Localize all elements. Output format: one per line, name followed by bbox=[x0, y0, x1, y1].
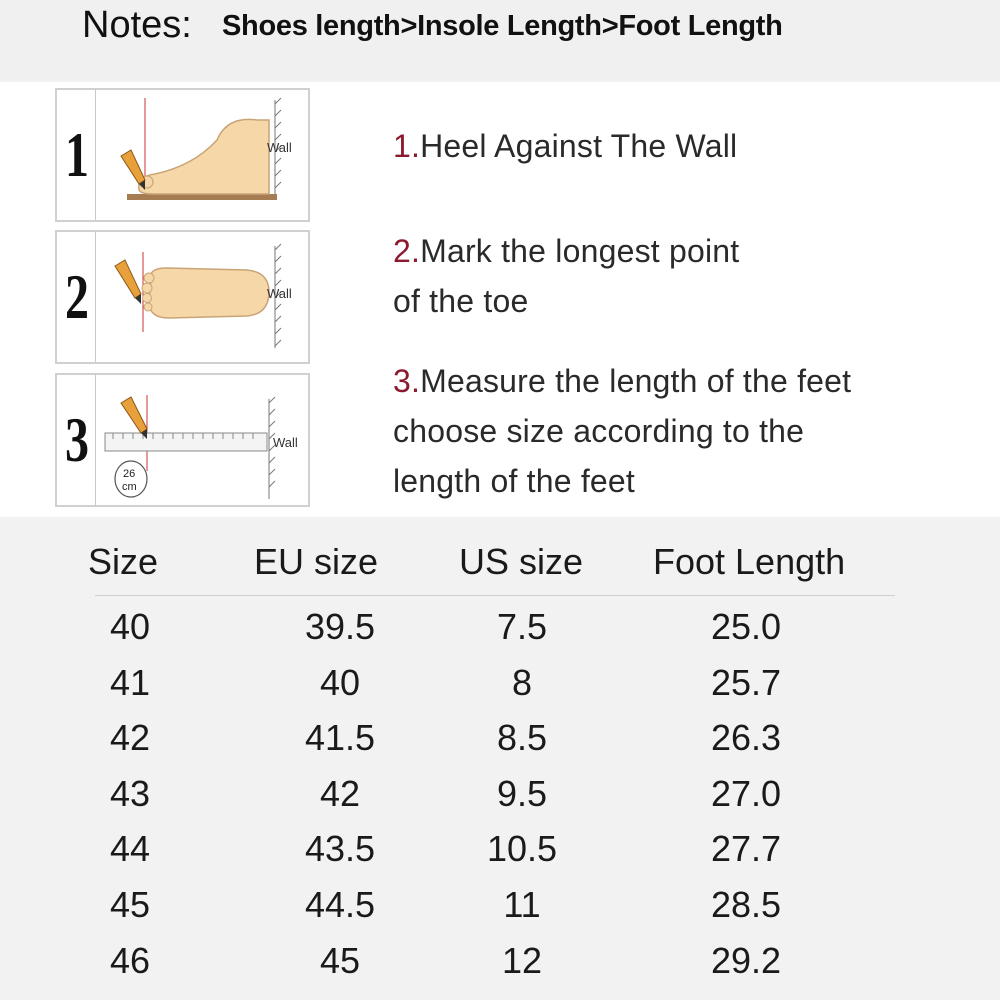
size-cell: 45 bbox=[109, 884, 151, 925]
size-cell: 43 bbox=[109, 772, 151, 814]
wall-label: Wall bbox=[267, 140, 292, 155]
step-3-illustration bbox=[55, 373, 310, 507]
foot-length-cell: 28.5 bbox=[710, 884, 782, 925]
foot-length-cell: 29.2 bbox=[710, 939, 782, 981]
size-cell: 41 bbox=[109, 661, 151, 703]
size-chart bbox=[0, 519, 1000, 1000]
header-foot-length: Foot Length bbox=[653, 541, 846, 582]
panel-divider bbox=[95, 375, 96, 505]
wall-label: Wall bbox=[267, 286, 292, 301]
us-size-cell: 7.5 bbox=[496, 606, 548, 647]
step-3-number: 3. bbox=[393, 363, 421, 399]
step-2-number: 2. bbox=[393, 233, 421, 269]
size-cell: 40 bbox=[109, 606, 151, 647]
pencil-icon bbox=[115, 260, 141, 304]
size-cell: 42 bbox=[109, 717, 151, 759]
eu-size-cell: 43.5 bbox=[304, 828, 376, 870]
step-2-line-2: of the toe bbox=[393, 283, 529, 319]
step-2-panel-number: 2 bbox=[65, 261, 89, 332]
us-size-cell: 11 bbox=[503, 884, 541, 925]
step-3-line-2: choose size according to the bbox=[393, 413, 805, 449]
measure-length-drawing bbox=[97, 375, 310, 505]
step-3-instruction bbox=[393, 356, 851, 506]
foot-length-cell: 27.0 bbox=[710, 772, 782, 814]
step-3-line-1: Measure the length of the feet bbox=[420, 363, 852, 399]
us-size-cell: 12 bbox=[501, 939, 543, 981]
step-1-illustration bbox=[55, 88, 310, 222]
header-us-size: US size bbox=[459, 541, 584, 582]
foot-length-cell: 27.7 bbox=[710, 828, 782, 870]
header-size: Size bbox=[88, 541, 159, 582]
us-size-cell: 8 bbox=[511, 661, 533, 703]
eu-size-cell: 39.5 bbox=[304, 606, 376, 647]
us-size-cell: 10.5 bbox=[486, 828, 558, 870]
foot-side-view bbox=[139, 119, 269, 194]
eu-size-cell: 42 bbox=[319, 772, 361, 814]
foot-length-cell: 25.0 bbox=[710, 606, 782, 647]
step-3-panel-number: 3 bbox=[65, 404, 89, 475]
step-1-number: 1. bbox=[393, 128, 421, 164]
step-3-line-3: length of the feet bbox=[393, 463, 636, 499]
mark-toe-drawing bbox=[97, 232, 310, 362]
foot-length-cell: 26.3 bbox=[710, 717, 782, 759]
panel-divider bbox=[95, 232, 96, 362]
eu-size-cell: 40 bbox=[319, 661, 361, 703]
floor-board bbox=[127, 194, 277, 200]
heel-against-wall-drawing bbox=[97, 90, 310, 220]
size-cell: 46 bbox=[109, 939, 151, 981]
header-eu-size: EU size bbox=[254, 541, 379, 582]
foot-top-view bbox=[149, 268, 269, 318]
panel-divider bbox=[95, 90, 96, 220]
step-2-instruction bbox=[393, 226, 739, 326]
size-cell: 44 bbox=[109, 828, 151, 870]
step-1-instruction bbox=[393, 121, 737, 171]
badge-unit: cm bbox=[122, 481, 137, 493]
eu-size-cell: 45 bbox=[319, 939, 361, 981]
header-divider bbox=[95, 595, 895, 596]
step-2-illustration bbox=[55, 230, 310, 364]
measuring-guide bbox=[0, 82, 1000, 517]
us-size-cell: 9.5 bbox=[496, 772, 548, 814]
step-1-line-1: Heel Against The Wall bbox=[420, 128, 738, 164]
badge-value: 26 bbox=[123, 468, 136, 480]
notes-label: Notes: bbox=[82, 4, 192, 46]
pencil-icon bbox=[121, 150, 145, 190]
foot-length-cell: 25.7 bbox=[710, 661, 782, 703]
us-size-cell: 8.5 bbox=[496, 717, 548, 759]
eu-size-cell: 41.5 bbox=[304, 717, 376, 759]
step-2-line-1: Mark the longest point bbox=[420, 233, 740, 269]
wall-label: Wall bbox=[273, 435, 298, 450]
notes-bar bbox=[0, 0, 1000, 80]
step-1-panel-number: 1 bbox=[65, 119, 89, 190]
eu-size-cell: 44.5 bbox=[304, 884, 376, 925]
notes-text: Shoes length>Insole Length>Foot Length bbox=[222, 10, 783, 42]
